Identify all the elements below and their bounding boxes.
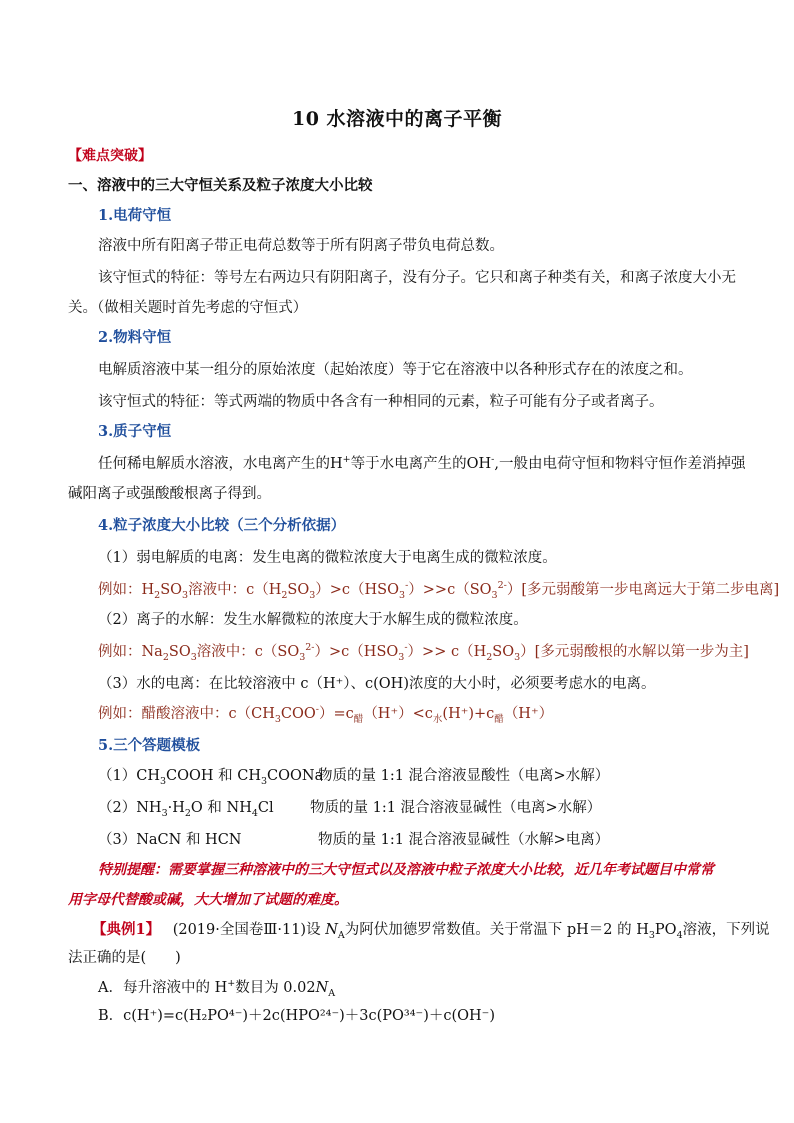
option-b: B．c(H⁺)=c(H₂PO⁴⁻)＋2c(HPO²⁴⁻)＋3c(PO³⁴⁻)＋c(OH⁻) (98, 1008, 495, 1024)
example-line: 例如：$H_2SO_3$溶液中：$c(H_2SO_3)>c(HSO_3^-)>>c(SO_3^{2-})$[多元弱酸第一步电离远大于第二步电离] (98, 580, 780, 601)
template-line: 物质的量 1:1 混合溶液显酸性（电离>水解） (318, 768, 610, 784)
example-problem: 【典例1】 (2019·全国卷Ⅲ·11)设 $N_A$为阿伏加德罗常数值。关于常温下 pH＝2 的 $H_3PO_4$溶液，下列说 (92, 921, 770, 941)
difficulty-tag: 【难点突破】 (68, 148, 152, 164)
option-a: A．每升溶液中的 H+数目为 $0.02N_A$ (98, 978, 336, 999)
heading-templates: 5.三个答题模板 (98, 737, 201, 754)
example-line: 例如：醋酸溶液中：$c(CH_3COO^-)=c_醋(H^+)<c_水(H^+)+c_醋(H^+)$ (98, 704, 554, 725)
template-line: $(2)NH_3\cdot H_2O$ 和 $NH_4Cl$ (98, 800, 274, 819)
paragraph: （3）水的电离：在比较溶液中 c（H⁺）、c(OH)浓度的大小时，必须要考虑水的电离。 (98, 676, 656, 692)
heading-material-conservation: 2.物料守恒 (98, 329, 172, 346)
template-line: （3）NaCN 和 HCN (98, 832, 242, 848)
example-tag: 【典例1】 (92, 921, 161, 938)
example-problem: 法正确的是( ) (68, 950, 181, 966)
special-note: 特别提醒：需要掌握三种溶液中的三大守恒式以及溶液中粒子浓度大小比较，近几年考试题目中常常 (98, 862, 714, 878)
paragraph: （2）离子的水解：发生水解微粒的浓度大于水解生成的微粒浓度。 (98, 612, 528, 628)
paragraph: 电解质溶液中某一组分的原始浓度（起始浓度）等于它在溶液中以各种形式存在的浓度之和。 (98, 362, 693, 378)
heading-concentration-compare: 4.粒子浓度大小比较（三个分析依据） (98, 517, 346, 534)
paragraph: （1）弱电解质的电离：发生电离的微粒浓度大于电离生成的微粒浓度。 (98, 550, 557, 566)
section-heading: 一、溶液中的三大守恒关系及粒子浓度大小比较 (68, 177, 373, 194)
paragraph: 任何稀电解质水溶液，水电离产生的H+等于水电离产生的OH-,一般由电荷守恒和物料守恒作差消掉强 (98, 454, 746, 472)
heading-proton-conservation: 3.质子守恒 (98, 423, 172, 440)
paragraph: 碱阳离子或强酸酸根离子得到。 (68, 486, 271, 502)
special-note: 用字母代替酸或碱，大大增加了试题的难度。 (68, 892, 348, 908)
paragraph: 该守恒式的特征：等式两端的物质中各含有一种相同的元素，粒子可能有分子或者离子。 (98, 394, 664, 410)
heading-charge-conservation: 1.电荷守恒 (98, 207, 172, 224)
paragraph: 该守恒式的特征：等号左右两边只有阴阳离子，没有分子。它只和离子种类有关，和离子浓度大小无 (98, 270, 736, 286)
template-line: 物质的量 1:1 混合溶液显碱性（水解>电离） (318, 832, 610, 848)
paragraph: 溶液中所有阳离子带正电荷总数等于所有阴离子带负电荷总数。 (98, 238, 504, 254)
page-title: 10 水溶液中的离子平衡 (291, 108, 503, 130)
paragraph: 关。（做相关题时首先考虑的守恒式） (68, 300, 308, 316)
example-line: 例如：$Na_2SO_3$溶液中：$c(SO_3^{2-})>c(HSO_3^-)>> c(H_2SO_3)$[多元弱酸根的水解以第一步为主] (98, 642, 749, 663)
template-line: $(1)CH_3COOH$ 和 $CH_3COONa$ (98, 768, 324, 787)
template-line: 物质的量 1:1 混合溶液显碱性（电离>水解） (310, 800, 602, 816)
